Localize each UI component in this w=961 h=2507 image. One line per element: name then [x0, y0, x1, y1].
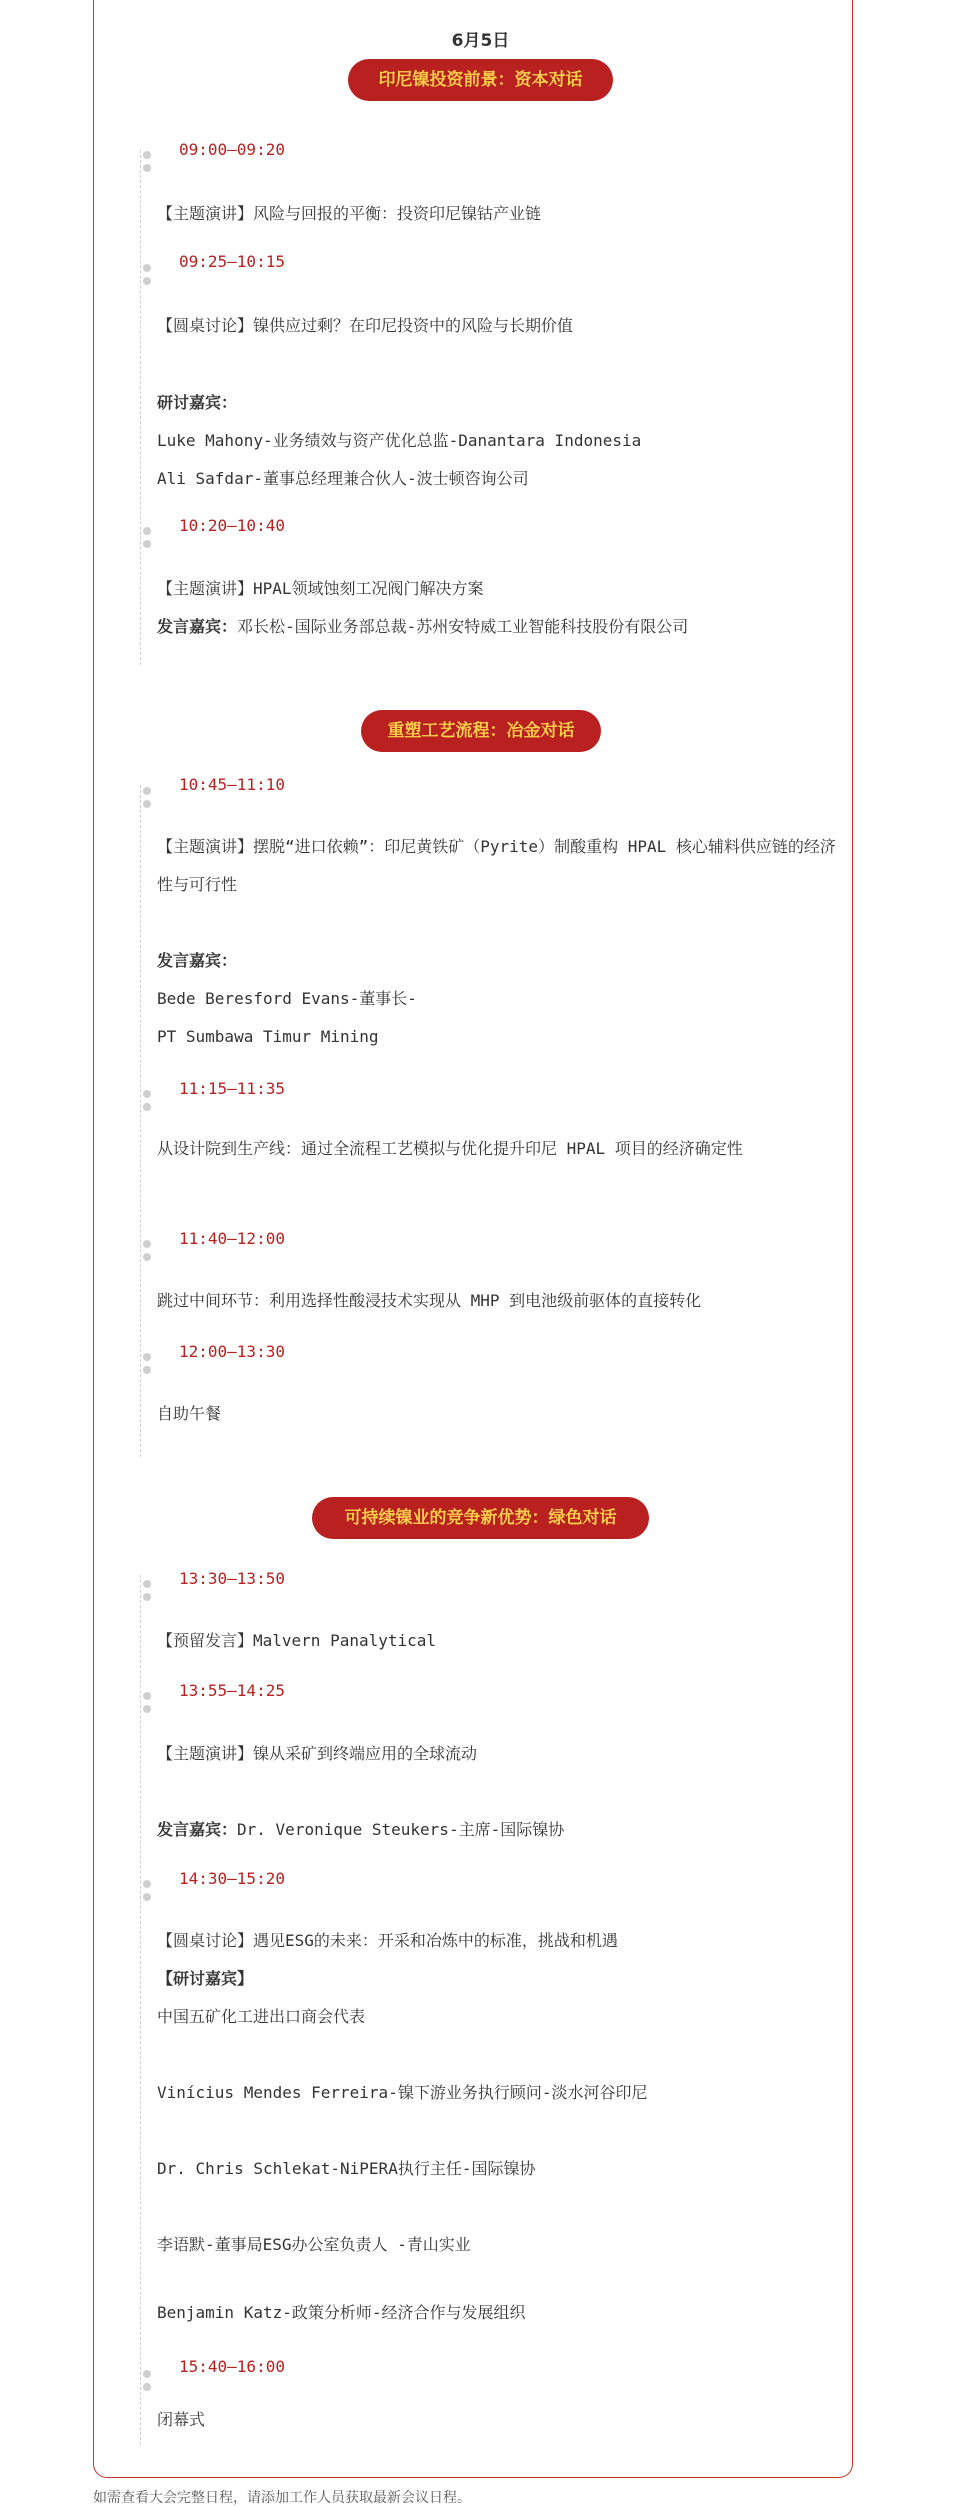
section-title-capital: 印尼镍投资前景：资本对话 [348, 59, 613, 101]
speaker-name: 邓长松-国际业务部总裁-苏州安特威工业智能科技股份有限公司 [237, 617, 689, 636]
time-slot: 09:00–09:20 [173, 140, 291, 163]
guest-entry: Luke Mahony-业务绩效与资产优化总监-Danantara Indonesia [157, 431, 642, 450]
speaker-company: PT Sumbawa Timur Mining [157, 1027, 379, 1046]
session-title: 【主题演讲】摆脱“进口依赖”：印尼黄铁矿（Pyrite）制酸重构 HPAL 核心辅料供应链的经济性与可行性 [157, 837, 836, 894]
guests-label: 研讨嘉宾： [157, 393, 238, 412]
time-slot: 11:40–12:00 [173, 1229, 291, 1252]
speaker-line [157, 1811, 564, 1849]
guest-entry: Benjamin Katz-政策分析师-经济合作与发展组织 [157, 2303, 526, 2322]
speaker-name: Dr. Veronique Steukers-主席-国际镍协 [237, 1820, 565, 1839]
speaker-label: 发言嘉宾： [157, 1820, 238, 1839]
timeline-line-1 [140, 150, 141, 665]
session-title: 闭幕式 [157, 2410, 206, 2429]
time-slot: 11:15–11:35 [173, 1079, 291, 1102]
speaker-label: 发言嘉宾： [157, 951, 238, 970]
agenda-date: 6月5日 [451, 31, 510, 51]
time-slot: 15:40–16:00 [173, 2357, 291, 2380]
session-title: 【主题演讲】HPAL领域蚀刻工况阀门解决方案 [157, 579, 484, 598]
time-slot: 13:55–14:25 [173, 1681, 291, 1704]
session-title: 【圆桌讨论】镍供应过剩？在印尼投资中的风险与长期价值 [157, 316, 574, 335]
speaker-label: 发言嘉宾： [157, 617, 238, 636]
speaker-line [157, 608, 688, 646]
guest-entry: 李语默-董事局ESG办公室负责人 -青山实业 [157, 2235, 471, 2254]
section-title-metallurgy: 重塑工艺流程：冶金对话 [361, 710, 601, 752]
time-slot: 09:25–10:15 [173, 252, 291, 275]
time-slot: 10:45–11:10 [173, 775, 291, 798]
time-slot: 13:30–13:50 [173, 1569, 291, 1592]
session-title: 从设计院到生产线：通过全流程工艺模拟与优化提升印尼 HPAL 项目的经济确定性 [157, 1139, 743, 1158]
speaker-name: Bede Beresford Evans-董事长- [157, 989, 417, 1008]
footer-note: 如需查看大会完整日程，请添加工作人员获取最新会议日程。 [93, 2490, 471, 2506]
session-title: 【预留发言】Malvern Panalytical [157, 1631, 437, 1650]
section-title-green: 可持续镍业的竞争新优势：绿色对话 [312, 1497, 649, 1539]
time-slot: 12:00–13:30 [173, 1342, 291, 1365]
guest-entry: Dr. Chris Schlekat-NiPERA执行主任-国际镍协 [157, 2159, 536, 2178]
timeline-line-3 [140, 1575, 141, 2445]
session-title: 【主题演讲】镍从采矿到终端应用的全球流动 [157, 1744, 478, 1763]
guest-entry: 中国五矿化工进出口商会代表 [157, 2007, 366, 2026]
timeline-line-2 [140, 785, 141, 1457]
guest-entry: Vinícius Mendes Ferreira-镍下游业务执行顾问-淡水河谷印尼 [157, 2083, 648, 2102]
session-title: 【圆桌讨论】遇见ESG的未来：开采和冶炼中的标准，挑战和机遇 [157, 1931, 618, 1950]
session-title: 跳过中间环节：利用选择性酸浸技术实现从 MHP 到电池级前驱体的直接转化 [157, 1291, 702, 1310]
guest-entry: Ali Safdar-董事总经理兼合伙人-波士顿咨询公司 [157, 469, 529, 488]
session-title: 自助午餐 [157, 1404, 222, 1423]
session-title: 【主题演讲】风险与回报的平衡：投资印尼镍钴产业链 [157, 204, 542, 223]
time-slot: 14:30–15:20 [173, 1869, 291, 1892]
guests-label: 【研讨嘉宾】 [157, 1969, 254, 1988]
time-slot: 10:20–10:40 [173, 516, 291, 539]
